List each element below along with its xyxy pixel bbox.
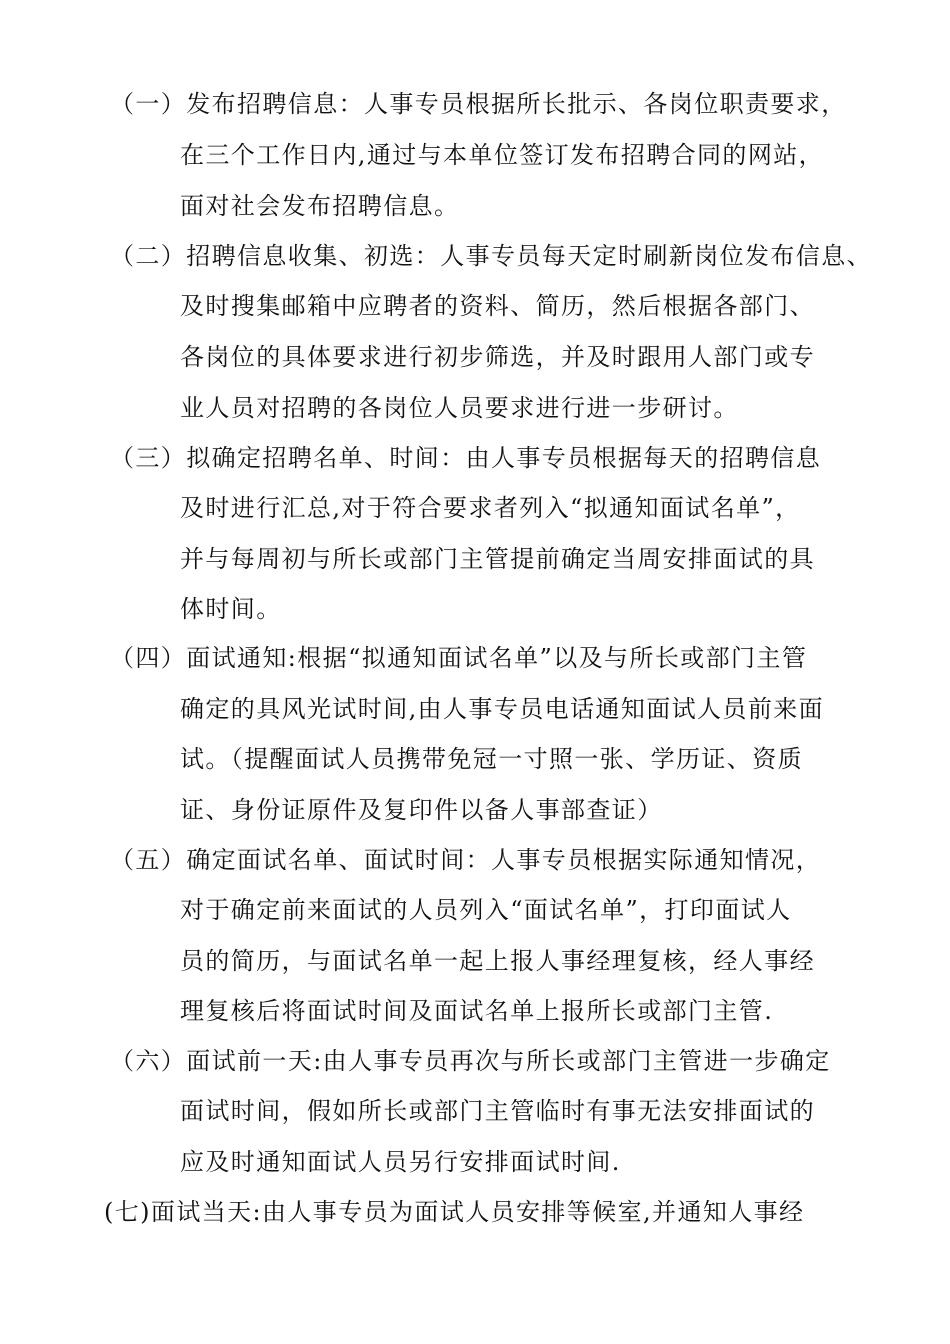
item-5-line-2: 对于确定前来面试的人员列入“面试名单”，打印面试人 xyxy=(180,896,792,924)
item-6-line-3: 应及时通知面试人员另行安排面试时间. xyxy=(180,1148,621,1176)
item-4-line-1: （四）面试通知:根据“拟通知面试名单”以及与所长或部门主管 xyxy=(110,644,808,672)
item-1-line-3: 面对社会发布招聘信息。 xyxy=(180,192,460,220)
item-2-line-2: 及时搜集邮箱中应聘者的资料、简历，然后根据各部门、 xyxy=(180,292,815,320)
item-2-line-4: 业人员对招聘的各岗位人员要求进行进一步研讨。 xyxy=(180,394,739,422)
item-3-line-1: （三）拟确定招聘名单、时间：由人事专员根据每天的招聘信息 xyxy=(110,444,822,472)
item-6-line-2: 面试时间，假如所长或部门主管临时有事无法安排面试的 xyxy=(180,1097,815,1125)
item-3-line-2: 及时进行汇总,对于符合要求者列入“拟通知面试名单”， xyxy=(180,494,801,522)
item-1-line-2: 在三个工作日内,通过与本单位签订发布招聘合同的网站， xyxy=(180,141,825,169)
item-4-line-4: 证、身份证原件及复印件以备人事部查证） xyxy=(180,796,663,824)
item-5-line-4: 理复核后将面试时间及面试名单上报所长或部门主管. xyxy=(180,997,774,1025)
item-4-line-3: 试。（提醒面试人员携带免冠一寸照一张、学历证、资质 xyxy=(180,745,803,773)
item-3-line-3: 并与每周初与所长或部门主管提前确定当周安排面试的具 xyxy=(180,545,815,573)
item-6-line-1: （六）面试前一天:由人事专员再次与所长或部门主管进一步确定 xyxy=(110,1047,831,1075)
item-5-line-3: 员的简历，与面试名单一起上报人事经理复核，经人事经 xyxy=(180,947,815,975)
item-7-line-1: (七)面试当天:由人事专员为面试人员安排等候室,并通知人事经 xyxy=(104,1198,805,1226)
item-5-line-1: （五）确定面试名单、面试时间：人事专员根据实际通知情况， xyxy=(110,846,822,874)
item-2-line-3: 各岗位的具体要求进行初步筛选，并及时跟用人部门或专 xyxy=(180,343,815,371)
item-3-line-4: 体时间。 xyxy=(180,595,282,623)
item-2-line-1: （二）招聘信息收集、初选：人事专员每天定时刷新岗位发布信息、 xyxy=(110,242,872,270)
item-1-line-1: （一）发布招聘信息：人事专员根据所长批示、各岗位职责要求， xyxy=(110,90,847,118)
item-4-line-2: 确定的具风光试时间,由人事专员电话通知面试人员前来面 xyxy=(180,695,825,723)
